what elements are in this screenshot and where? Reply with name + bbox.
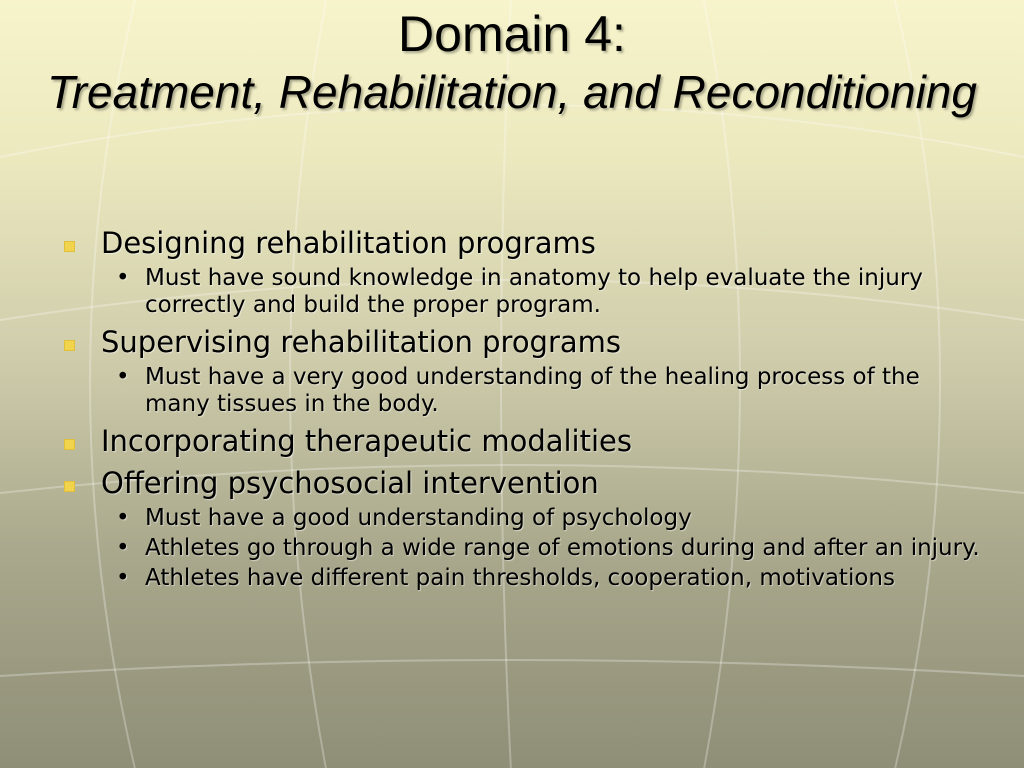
slide-title: [0, 4, 1024, 120]
sub-bullet-text: Athletes go through a wide range of emotions during and after an injury.: [145, 535, 980, 561]
square-bullet-icon: [64, 241, 75, 252]
dot-bullet-icon: •: [116, 265, 130, 291]
sub-bullet-text: Must have sound knowledge in anatomy to help evaluate the injury correctly and build the proper program.: [145, 265, 923, 318]
dot-bullet-icon: •: [116, 565, 130, 591]
bullet-list: [60, 220, 980, 595]
bullet-item-psychosocial: [60, 464, 980, 592]
dot-bullet-icon: •: [116, 505, 130, 531]
dot-bullet-icon: •: [116, 364, 130, 390]
sub-bullet-text: Must have a good understanding of psychology: [145, 505, 692, 531]
square-bullet-icon: [64, 439, 75, 450]
bullet-item-supervising: [60, 323, 980, 418]
bullet-text: Designing rehabilitation programs: [101, 226, 596, 260]
sub-bullet-item: [101, 265, 980, 319]
sub-bullet-item: [101, 565, 980, 592]
bullet-text: Offering psychosocial intervention: [101, 466, 599, 500]
sub-bullet-item: [101, 364, 980, 418]
square-bullet-icon: [64, 340, 75, 351]
bullet-text: Incorporating therapeutic modalities: [101, 424, 632, 458]
bullet-item-modalities: [60, 422, 980, 460]
title-line-2: Treatment, Rehabilitation, and Reconditioning: [47, 66, 977, 118]
bullet-text: Supervising rehabilitation programs: [101, 325, 622, 359]
sub-bullet-text: Athletes have different pain thresholds, cooperation, motivations: [145, 565, 895, 591]
dot-bullet-icon: •: [116, 535, 130, 561]
sub-bullet-item: [101, 505, 980, 532]
title-line-1: Domain 4:: [398, 6, 626, 62]
square-bullet-icon: [64, 481, 75, 492]
bullet-item-designing: [60, 224, 980, 319]
sub-bullet-item: [101, 535, 980, 562]
sub-bullet-text: Must have a very good understanding of the healing process of the many tissues in the body.: [145, 364, 920, 417]
